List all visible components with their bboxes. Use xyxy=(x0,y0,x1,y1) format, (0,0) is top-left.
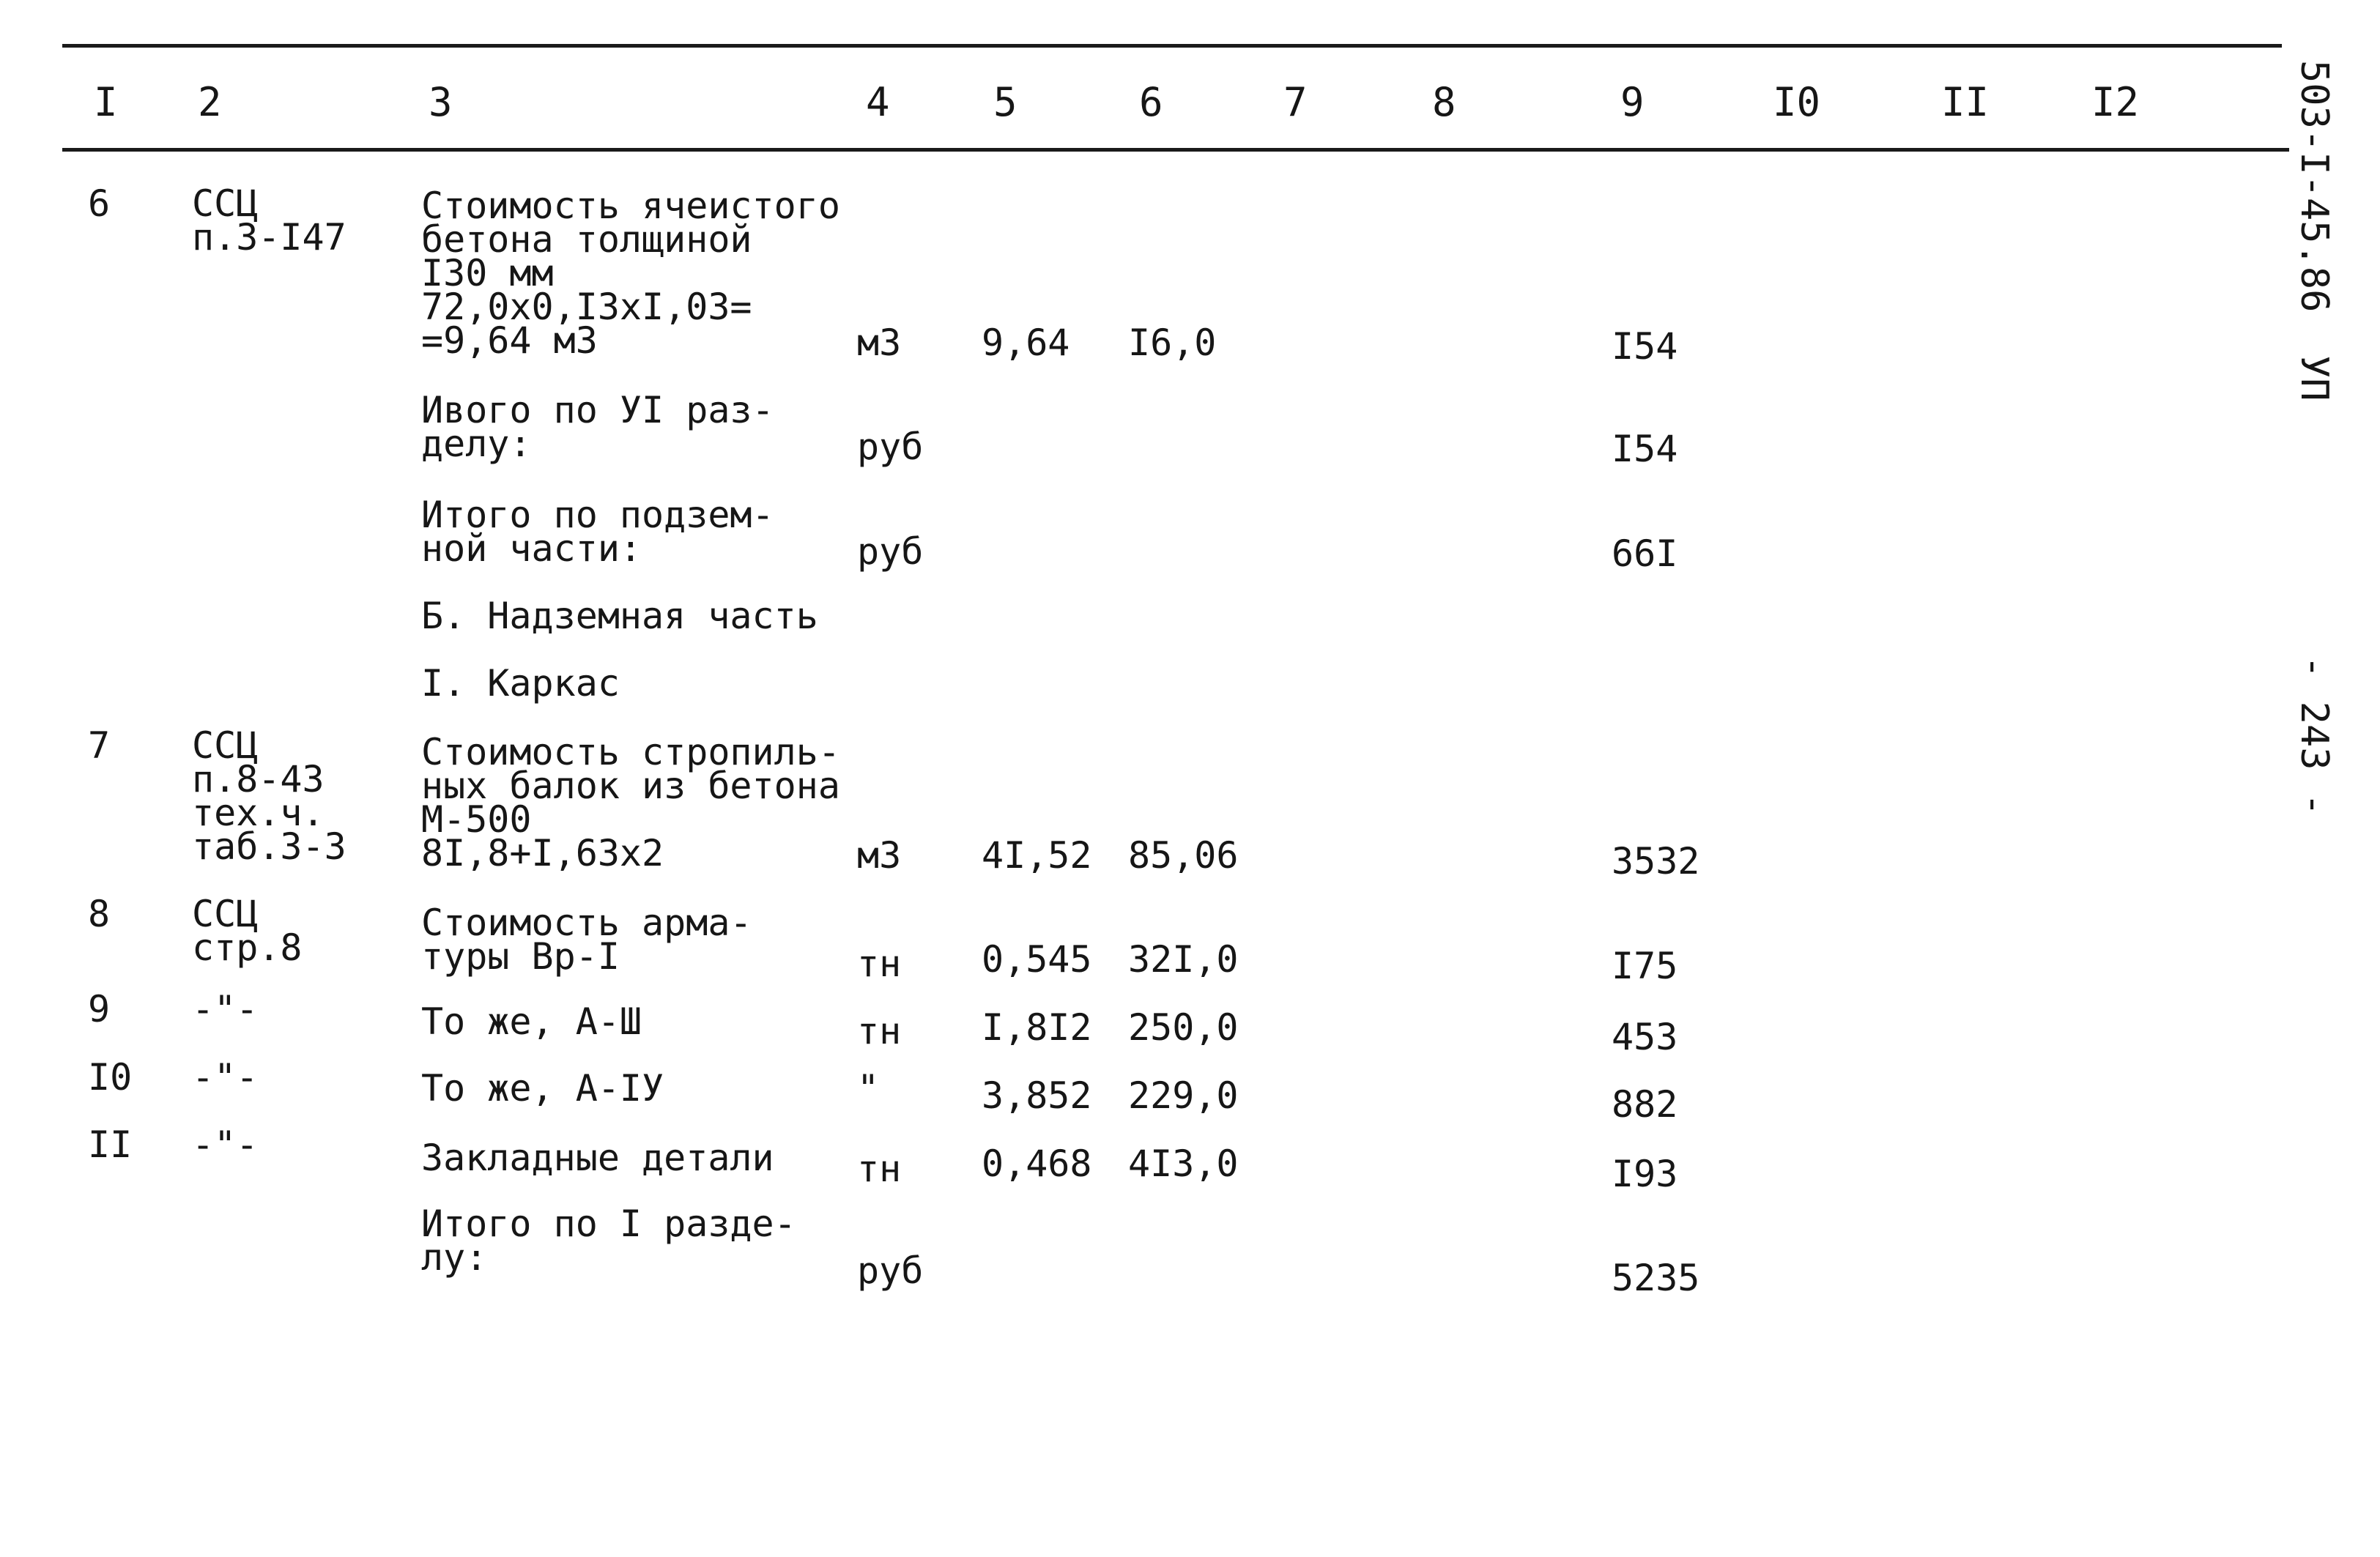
subtotal-label: Ивого по УI раз- делу: xyxy=(421,389,774,465)
unit: тн xyxy=(857,1010,902,1052)
section-heading-frame: I. Каркас xyxy=(421,662,620,705)
row-number: 6 xyxy=(88,182,111,225)
col-header-6: 6 xyxy=(1139,79,1163,125)
col-header-3: 3 xyxy=(429,79,453,125)
total: 3532 xyxy=(1612,840,1700,882)
col-header-9: 9 xyxy=(1620,79,1645,125)
quantity: 0,545 xyxy=(982,938,1092,981)
quantity: 0,468 xyxy=(982,1142,1092,1185)
item-description: Стоимость ячеистого бетона толщиной I30 мм 72,0х0,I3хI,03= =9,64 м3 xyxy=(421,185,840,362)
row-number: 7 xyxy=(88,724,111,767)
quantity: 9,64 xyxy=(982,322,1070,364)
side-page-number: - 243 - xyxy=(2292,655,2336,817)
item-description: То же, А-IУ xyxy=(421,1067,664,1110)
total: I54 xyxy=(1612,428,1678,470)
total: 5235 xyxy=(1612,1257,1700,1299)
item-description: Закладные детали xyxy=(421,1137,774,1179)
col-header-1: I xyxy=(94,79,118,125)
unit: руб xyxy=(857,530,924,573)
unit: м3 xyxy=(857,834,902,877)
unit-price: I6,0 xyxy=(1128,322,1217,364)
total: I54 xyxy=(1612,325,1678,368)
source-ref: -"- xyxy=(192,1123,259,1166)
unit-price: 32I,0 xyxy=(1128,938,1239,981)
header-rule xyxy=(62,148,2289,152)
col-header-7: 7 xyxy=(1283,79,1308,125)
col-header-11: II xyxy=(1941,79,1990,125)
quantity: I,8I2 xyxy=(982,1006,1092,1049)
unit: тн xyxy=(857,943,902,985)
unit-price: 4I3,0 xyxy=(1128,1142,1239,1185)
item-description: То же, А-Ш xyxy=(421,1000,642,1043)
row-number: 8 xyxy=(88,893,111,935)
total: 66I xyxy=(1612,532,1678,575)
unit-price: 250,0 xyxy=(1128,1006,1239,1049)
source-ref: ССЦ п.3-I47 xyxy=(192,182,346,259)
total: I93 xyxy=(1612,1153,1678,1195)
unit: руб xyxy=(857,1249,924,1292)
col-header-2: 2 xyxy=(198,79,222,125)
col-header-12: I2 xyxy=(2091,79,2140,125)
col-header-10: I0 xyxy=(1773,79,1821,125)
quantity: 3,852 xyxy=(982,1074,1092,1117)
subtotal-label: Итого по I разде- лу: xyxy=(421,1203,796,1279)
unit: тн xyxy=(857,1148,902,1190)
col-header-8: 8 xyxy=(1432,79,1456,125)
top-rule xyxy=(62,44,2282,48)
section-heading-above-ground: Б. Надземная часть xyxy=(421,595,818,637)
item-description: Стоимость стропиль- ных балок из бетона М-500 8I,8+I,63х2 xyxy=(421,731,840,874)
source-ref: ССЦ п.8-43 тех.ч. таб.3-3 xyxy=(192,724,346,868)
row-number: I0 xyxy=(88,1056,133,1099)
total: I75 xyxy=(1612,945,1678,987)
col-header-5: 5 xyxy=(993,79,1017,125)
col-header-4: 4 xyxy=(866,79,890,125)
item-description: Стоимость арма- туры Вр-I xyxy=(421,902,752,978)
source-ref: -"- xyxy=(192,988,259,1030)
unit: " xyxy=(857,1067,880,1110)
unit-price: 229,0 xyxy=(1128,1074,1239,1117)
subtotal-label: Итого по подзем- ной части: xyxy=(421,494,774,570)
unit: руб xyxy=(857,426,924,468)
side-album-code: УП xyxy=(2292,355,2336,401)
source-ref: -"- xyxy=(192,1056,259,1099)
total: 453 xyxy=(1612,1016,1678,1058)
unit-price: 85,06 xyxy=(1128,834,1239,877)
source-ref: ССЦ стр.8 xyxy=(192,893,303,969)
unit: м3 xyxy=(857,322,902,364)
total: 882 xyxy=(1612,1083,1678,1126)
quantity: 4I,52 xyxy=(982,834,1092,877)
row-number: II xyxy=(88,1123,133,1166)
row-number: 9 xyxy=(88,988,111,1030)
side-doc-code: 503-I-45.86 xyxy=(2292,60,2336,313)
